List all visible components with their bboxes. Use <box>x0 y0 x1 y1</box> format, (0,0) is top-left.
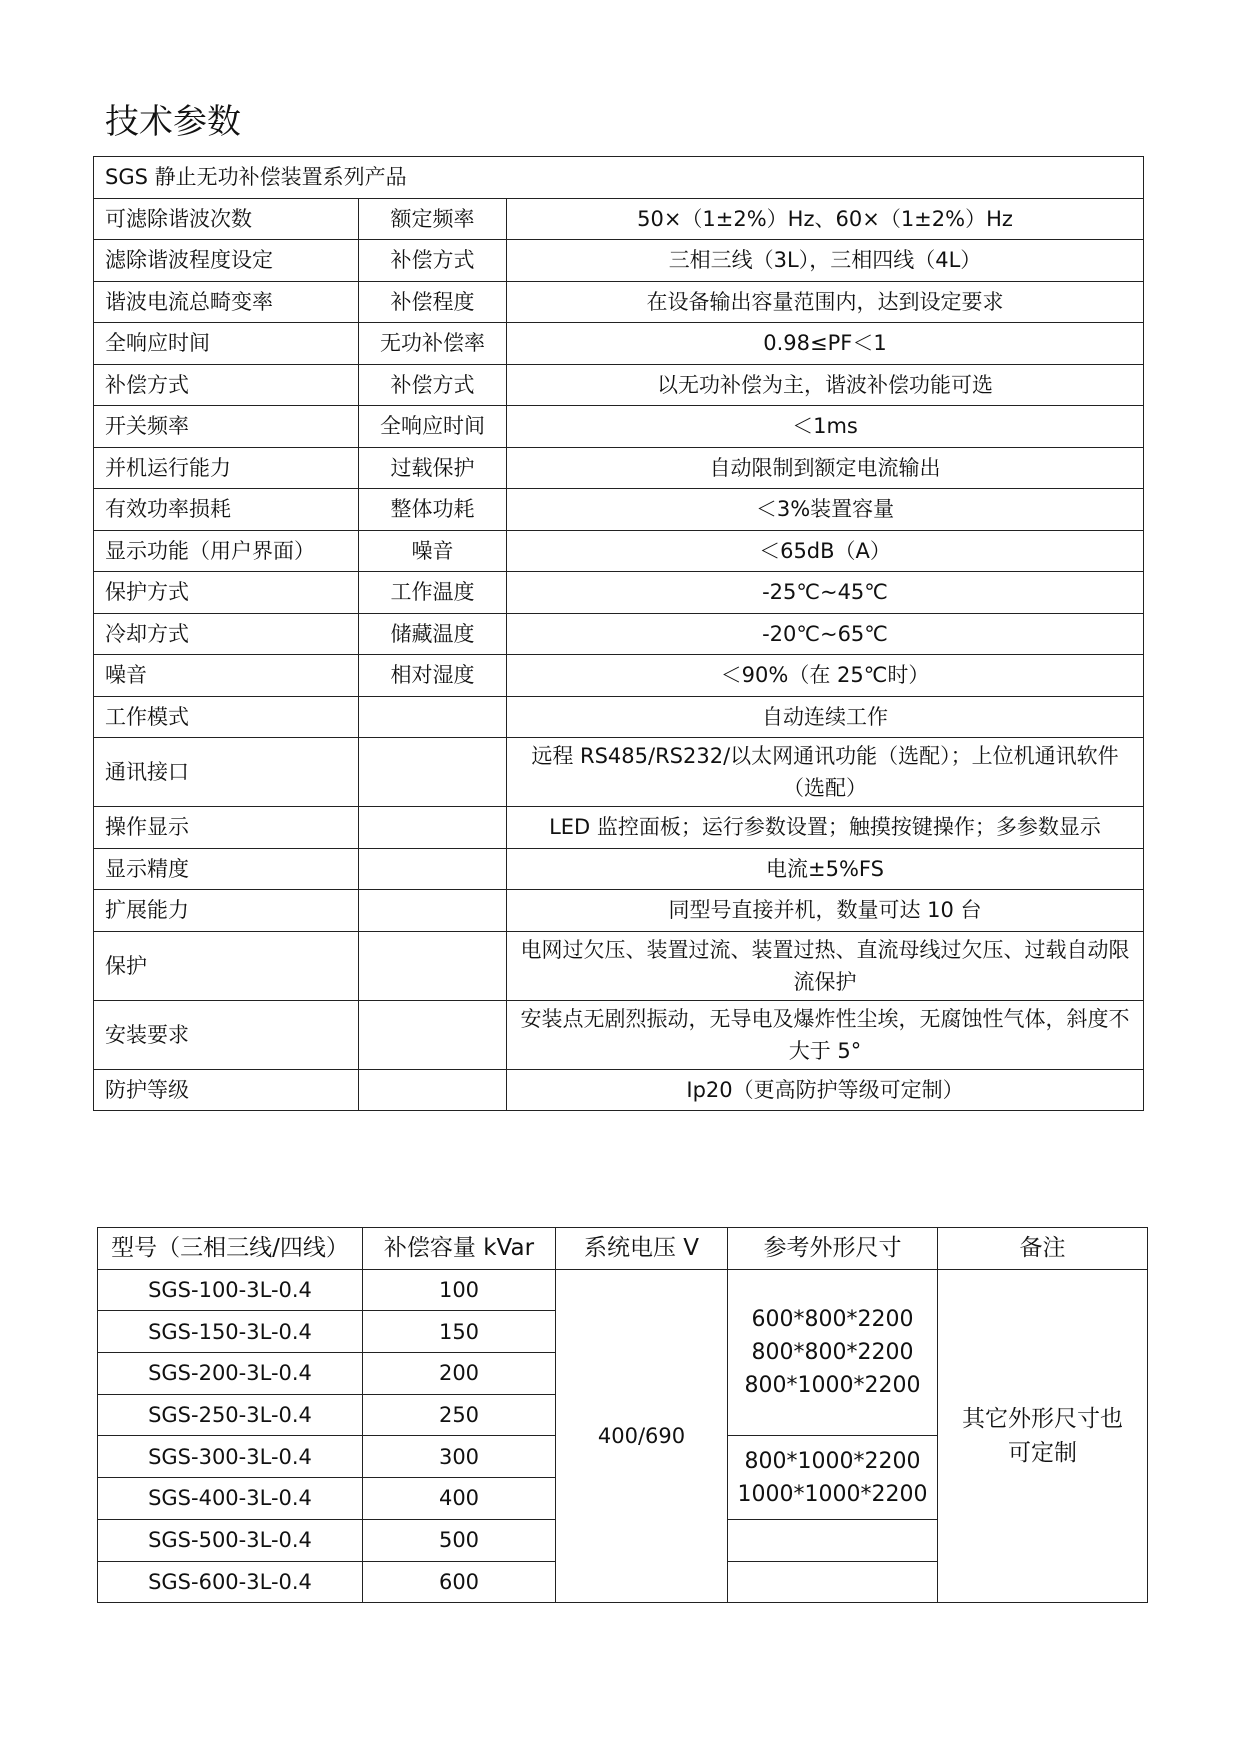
spec-param-2 <box>359 931 507 1000</box>
dims-empty-cell <box>728 1561 938 1603</box>
spec-param: 防护等级 <box>94 1069 359 1111</box>
spec-param-2 <box>359 1069 507 1111</box>
spec-param-2 <box>359 738 507 807</box>
table-row <box>98 1269 1148 1311</box>
spec-value: -25℃~45℃ <box>507 572 1144 614</box>
spec-value: LED 监控面板；运行参数设置；触摸按键操作；多参数显示 <box>507 807 1144 849</box>
spec-param-2: 全响应时间 <box>359 406 507 448</box>
spec-param-2: 补偿方式 <box>359 364 507 406</box>
model-name: SGS-150-3L-0.4 <box>98 1311 363 1353</box>
model-name: SGS-200-3L-0.4 <box>98 1353 363 1395</box>
table-row <box>94 931 1144 1000</box>
table-row <box>94 890 1144 932</box>
spec-value: 自动连续工作 <box>507 696 1144 738</box>
spec-param-2: 储藏温度 <box>359 613 507 655</box>
spec-value: 在设备输出容量范围内，达到设定要求 <box>507 281 1144 323</box>
model-name: SGS-600-3L-0.4 <box>98 1561 363 1603</box>
page-title: 技术参数 <box>105 102 241 142</box>
table-row <box>94 572 1144 614</box>
dimension-value: 800*1000*2200 <box>744 1373 921 1399</box>
spec-table <box>93 156 1144 1111</box>
spec-param: 谐波电流总畸变率 <box>94 281 359 323</box>
spec-value: 自动限制到额定电流输出 <box>507 447 1144 489</box>
model-note <box>938 1269 1148 1603</box>
spec-value: 以无功补偿为主，谐波补偿功能可选 <box>507 364 1144 406</box>
spec-param: 操作显示 <box>94 807 359 849</box>
model-capacity: 150 <box>363 1311 556 1353</box>
spec-value: ＜1ms <box>507 406 1144 448</box>
table-row <box>94 364 1144 406</box>
model-name: SGS-500-3L-0.4 <box>98 1519 363 1561</box>
header-capacity: 补偿容量 kVar <box>363 1228 556 1270</box>
spec-value: ＜3%装置容量 <box>507 489 1144 531</box>
spec-value: 50×（1±2%）Hz、60×（1±2%）Hz <box>507 198 1144 240</box>
model-capacity: 500 <box>363 1519 556 1561</box>
dims-empty-cell <box>728 1519 938 1561</box>
model-table <box>97 1227 1148 1603</box>
model-name: SGS-300-3L-0.4 <box>98 1436 363 1478</box>
dimension-value: 600*800*2200 <box>751 1307 914 1333</box>
spec-param-2 <box>359 807 507 849</box>
table-row <box>94 738 1144 807</box>
dimension-value: 1000*1000*2200 <box>737 1481 928 1507</box>
spec-value: 同型号直接并机，数量可达 10 台 <box>507 890 1144 932</box>
table-row <box>94 406 1144 448</box>
spec-param: 全响应时间 <box>94 323 359 365</box>
spec-param: 扩展能力 <box>94 890 359 932</box>
model-capacity: 400 <box>363 1478 556 1520</box>
dimension-value: 800*1000*2200 <box>744 1448 921 1474</box>
spec-value: -20℃~65℃ <box>507 613 1144 655</box>
model-name: SGS-250-3L-0.4 <box>98 1394 363 1436</box>
model-voltage: 400/690 <box>556 1269 728 1603</box>
spec-param-2: 工作温度 <box>359 572 507 614</box>
spec-param: 开关频率 <box>94 406 359 448</box>
table-row <box>94 447 1144 489</box>
note-line: 其它外形尺寸也 <box>962 1405 1123 1432</box>
header-voltage: 系统电压 V <box>556 1228 728 1270</box>
spec-param-2: 额定频率 <box>359 198 507 240</box>
table-row <box>94 655 1144 697</box>
table-row <box>94 530 1144 572</box>
spec-param-2 <box>359 696 507 738</box>
spec-param: 并机运行能力 <box>94 447 359 489</box>
table-row <box>94 240 1144 282</box>
table-row <box>94 848 1144 890</box>
spec-value: Ip20（更高防护等级可定制） <box>507 1069 1144 1111</box>
spec-param: 滤除谐波程度设定 <box>94 240 359 282</box>
spec-value: ＜90%（在 25℃时） <box>507 655 1144 697</box>
spec-header: SGS 静止无功补偿装置系列产品 <box>94 157 1144 199</box>
spec-param: 保护方式 <box>94 572 359 614</box>
table-row <box>94 613 1144 655</box>
table-row <box>94 198 1144 240</box>
spec-param: 通讯接口 <box>94 738 359 807</box>
model-capacity: 200 <box>363 1353 556 1395</box>
note-line: 可定制 <box>1008 1439 1077 1466</box>
model-capacity: 100 <box>363 1269 556 1311</box>
table-row <box>94 807 1144 849</box>
spec-value: ＜65dB（A） <box>507 530 1144 572</box>
table-row <box>94 323 1144 365</box>
spec-param: 显示精度 <box>94 848 359 890</box>
spec-value: 0.98≤PF＜1 <box>507 323 1144 365</box>
spec-param-2: 补偿程度 <box>359 281 507 323</box>
header-model: 型号（三相三线/四线） <box>98 1228 363 1270</box>
spec-param: 可滤除谐波次数 <box>94 198 359 240</box>
model-capacity: 600 <box>363 1561 556 1603</box>
spec-param-2: 噪音 <box>359 530 507 572</box>
spec-param-2 <box>359 890 507 932</box>
header-note: 备注 <box>938 1228 1148 1270</box>
spec-param: 安装要求 <box>94 1000 359 1069</box>
table-row <box>94 489 1144 531</box>
table-row <box>94 281 1144 323</box>
dims-group-2 <box>728 1436 938 1519</box>
spec-param-2: 无功补偿率 <box>359 323 507 365</box>
model-capacity: 250 <box>363 1394 556 1436</box>
spec-param: 噪音 <box>94 655 359 697</box>
spec-param: 冷却方式 <box>94 613 359 655</box>
spec-value: 远程 RS485/RS232/以太网通讯功能（选配）；上位机通讯软件（选配） <box>507 738 1144 807</box>
spec-param-2: 相对湿度 <box>359 655 507 697</box>
header-dimensions: 参考外形尺寸 <box>728 1228 938 1270</box>
spec-value: 安装点无剧烈振动，无导电及爆炸性尘埃，无腐蚀性气体，斜度不大于 5° <box>507 1000 1144 1069</box>
model-name: SGS-400-3L-0.4 <box>98 1478 363 1520</box>
spec-param: 保护 <box>94 931 359 1000</box>
spec-param-2 <box>359 848 507 890</box>
spec-value: 电流±5%FS <box>507 848 1144 890</box>
spec-param: 显示功能（用户界面） <box>94 530 359 572</box>
table-row <box>94 1000 1144 1069</box>
table-row <box>94 1069 1144 1111</box>
model-header-row <box>98 1228 1148 1270</box>
model-capacity: 300 <box>363 1436 556 1478</box>
spec-param-2: 整体功耗 <box>359 489 507 531</box>
spec-param: 补偿方式 <box>94 364 359 406</box>
spec-value: 电网过欠压、装置过流、装置过热、直流母线过欠压、过载自动限流保护 <box>507 931 1144 1000</box>
dims-group-1 <box>728 1269 938 1436</box>
dimension-value: 800*800*2200 <box>751 1340 914 1366</box>
spec-value: 三相三线（3L），三相四线（4L） <box>507 240 1144 282</box>
spec-param-2 <box>359 1000 507 1069</box>
spec-param: 有效功率损耗 <box>94 489 359 531</box>
model-name: SGS-100-3L-0.4 <box>98 1269 363 1311</box>
table-row <box>94 696 1144 738</box>
spec-param-2: 补偿方式 <box>359 240 507 282</box>
spec-param-2: 过载保护 <box>359 447 507 489</box>
spec-param: 工作模式 <box>94 696 359 738</box>
spec-header-row <box>94 157 1144 199</box>
